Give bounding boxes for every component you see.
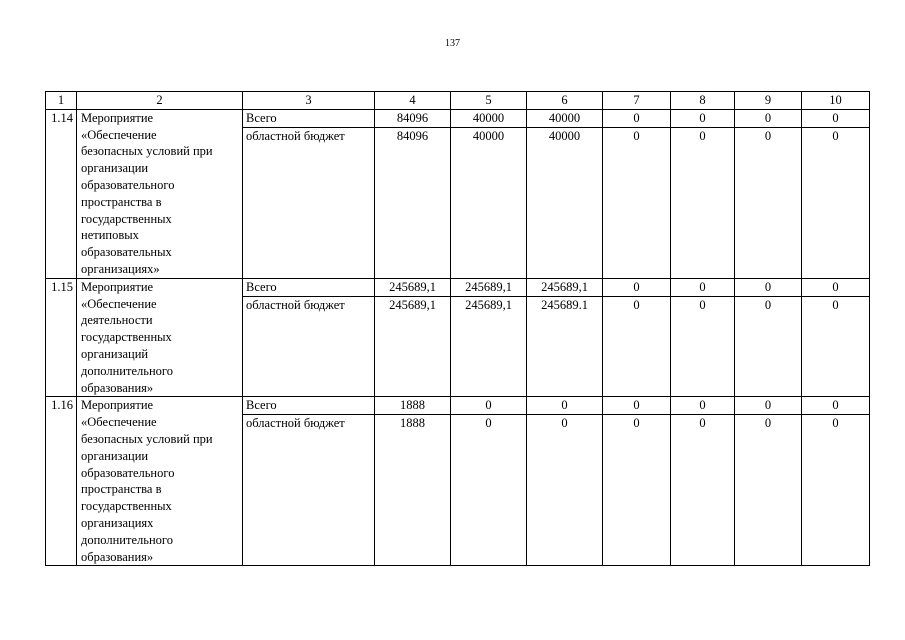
source-value: 0 bbox=[671, 296, 735, 397]
budget-table bbox=[45, 91, 870, 566]
source-value: 245689.1 bbox=[527, 296, 603, 397]
total-value: 0 bbox=[527, 397, 603, 415]
total-value: 0 bbox=[451, 397, 527, 415]
source-value: 0 bbox=[802, 296, 870, 397]
source-value: 0 bbox=[603, 127, 671, 278]
source-value: 245689,1 bbox=[451, 296, 527, 397]
header-row bbox=[46, 92, 870, 110]
header-cell: 9 bbox=[735, 92, 802, 110]
row-name-line: пространства в bbox=[81, 482, 162, 497]
total-label: Всего bbox=[243, 397, 375, 415]
row-name-line: образования» bbox=[81, 380, 154, 395]
row-name-line: образовательных bbox=[81, 245, 172, 260]
total-value: 0 bbox=[735, 109, 802, 127]
header-cell: 3 bbox=[243, 92, 375, 110]
source-value: 40000 bbox=[527, 127, 603, 278]
header-cell: 8 bbox=[671, 92, 735, 110]
header-cell: 4 bbox=[375, 92, 451, 110]
source-value: 0 bbox=[802, 415, 870, 566]
header-cell: 5 bbox=[451, 92, 527, 110]
total-value: 0 bbox=[802, 397, 870, 415]
total-value: 40000 bbox=[527, 109, 603, 127]
header-cell: 1 bbox=[46, 92, 77, 110]
row-name-line: Мероприятие bbox=[81, 279, 154, 294]
total-value: 0 bbox=[802, 278, 870, 296]
total-value: 0 bbox=[802, 109, 870, 127]
row-code: 1.15 bbox=[46, 278, 77, 397]
total-value: 245689,1 bbox=[527, 278, 603, 296]
row-name-line: безопасных условий при bbox=[81, 431, 213, 446]
source-value: 1888 bbox=[375, 415, 451, 566]
row-name-line: организации bbox=[81, 161, 149, 176]
row-name bbox=[77, 397, 243, 566]
row-name-line: безопасных условий при bbox=[81, 144, 213, 159]
total-value: 0 bbox=[603, 278, 671, 296]
total-value: 1888 bbox=[375, 397, 451, 415]
total-value: 0 bbox=[603, 397, 671, 415]
table-row-total bbox=[46, 278, 870, 296]
source-value: 0 bbox=[735, 296, 802, 397]
total-value: 0 bbox=[671, 397, 735, 415]
source-value: 84096 bbox=[375, 127, 451, 278]
row-name-line: деятельности bbox=[81, 313, 153, 328]
row-name-line: образовательного bbox=[81, 465, 175, 480]
row-name-line: Мероприятие bbox=[81, 398, 154, 413]
row-name-line: нетиповых bbox=[81, 228, 139, 243]
source-value: 0 bbox=[671, 127, 735, 278]
row-name-line: Мероприятие bbox=[81, 110, 154, 125]
source-value: 0 bbox=[451, 415, 527, 566]
row-name-line: «Обеспечение bbox=[81, 296, 157, 311]
total-value: 245689,1 bbox=[375, 278, 451, 296]
total-value: 0 bbox=[735, 397, 802, 415]
row-name-line: образования» bbox=[81, 549, 154, 564]
total-value: 0 bbox=[603, 109, 671, 127]
source-label: областной бюджет bbox=[243, 296, 375, 397]
total-value: 84096 bbox=[375, 109, 451, 127]
source-value: 0 bbox=[603, 415, 671, 566]
header-cell: 10 bbox=[802, 92, 870, 110]
row-name-line: государственных bbox=[81, 499, 172, 514]
source-value: 0 bbox=[802, 127, 870, 278]
total-value: 40000 bbox=[451, 109, 527, 127]
row-name-line: организациях» bbox=[81, 261, 160, 276]
source-label: областной бюджет bbox=[243, 127, 375, 278]
row-name-line: организации bbox=[81, 448, 149, 463]
source-value: 40000 bbox=[451, 127, 527, 278]
row-name-line: образовательного bbox=[81, 177, 175, 192]
header-cell: 7 bbox=[603, 92, 671, 110]
row-name-line: «Обеспечение bbox=[81, 127, 157, 142]
row-name-line: «Обеспечение bbox=[81, 415, 157, 430]
row-name-line: дополнительного bbox=[81, 532, 173, 547]
total-value: 0 bbox=[671, 278, 735, 296]
row-name-line: организациях bbox=[81, 515, 154, 530]
total-label: Всего bbox=[243, 109, 375, 127]
row-name-line: пространства в bbox=[81, 194, 162, 209]
row-name-line: государственных bbox=[81, 330, 172, 345]
row-name-line: дополнительного bbox=[81, 363, 173, 378]
total-label: Всего bbox=[243, 278, 375, 296]
row-name bbox=[77, 109, 243, 278]
table-row-total bbox=[46, 397, 870, 415]
source-value: 0 bbox=[735, 127, 802, 278]
source-value: 0 bbox=[671, 415, 735, 566]
source-value: 0 bbox=[527, 415, 603, 566]
page-number: 137 bbox=[445, 38, 460, 49]
row-code: 1.16 bbox=[46, 397, 77, 566]
total-value: 0 bbox=[735, 278, 802, 296]
row-code: 1.14 bbox=[46, 109, 77, 278]
source-value: 0 bbox=[735, 415, 802, 566]
row-name-line: государственных bbox=[81, 211, 172, 226]
header-cell: 2 bbox=[77, 92, 243, 110]
source-label: областной бюджет bbox=[243, 415, 375, 566]
source-value: 0 bbox=[603, 296, 671, 397]
total-value: 245689,1 bbox=[451, 278, 527, 296]
total-value: 0 bbox=[671, 109, 735, 127]
header-cell: 6 bbox=[527, 92, 603, 110]
source-value: 245689,1 bbox=[375, 296, 451, 397]
row-name-line: организаций bbox=[81, 346, 149, 361]
table-row-total bbox=[46, 109, 870, 127]
table-body bbox=[46, 109, 870, 566]
row-name bbox=[77, 278, 243, 397]
